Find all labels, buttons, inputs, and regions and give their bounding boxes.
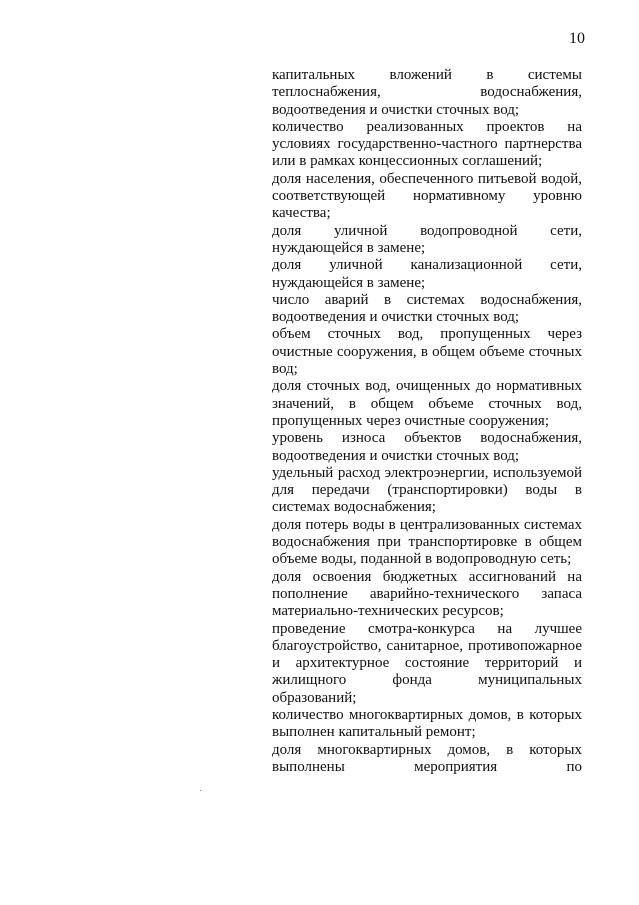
text-column: [272, 67, 582, 776]
paragraph-drinking-water-share: доля населения, обеспеченного питьевой водой, соответствующей нормативному уровню качества;: [272, 170, 582, 222]
paragraph-wastewater-volume: объем сточных вод, пропущенных через очистные сооружения, в общем объеме сточных вод;: [272, 326, 582, 378]
paragraph-competition: проведение смотра-конкурса на лучшее благоустройство, санитарное, противопожарное и архитектурное состояние территорий и жилищного фонда муниципальных образований;: [272, 620, 582, 706]
paragraph-wear-level: уровень износа объектов водоснабжения, водоотведения и очистки сточных вод;: [272, 430, 582, 464]
paragraph-sewer-network-replacement: доля уличной канализационной сети, нуждающейся в замене;: [272, 257, 582, 291]
paragraph-water-losses: доля потерь воды в централизованных системах водоснабжения при транспортировке в общем объеме воды, поданной в водопроводную сеть;: [272, 516, 582, 568]
paragraph-budget-allocation: доля освоения бюджетных ассигнований на пополнение аварийно-технического запаса материально-технических ресурсов;: [272, 568, 582, 620]
paragraph-accidents-count: число аварий в системах водоснабжения, водоотведения и очистки сточных вод;: [272, 291, 582, 326]
scan-speck: [200, 790, 201, 791]
paragraph-apartment-repair: количество многоквартирных домов, в которых выполнен капитальный ремонт;: [272, 706, 582, 741]
paragraph-electricity-consumption: удельный расход электроэнергии, используемой для передачи (транспортировки) воды в системах водоснабжения;: [272, 464, 582, 516]
paragraph-water-network-replacement: доля уличной водопроводной сети, нуждающейся в замене;: [272, 222, 582, 256]
page-number: 10: [569, 30, 585, 47]
paragraph-apartment-measures: доля многоквартирных домов, в которых выполнены мероприятия по: [272, 741, 582, 775]
paragraph-ppp-projects: количество реализованных проектов на условиях государственно-частного партнерства или в рамках концессионных соглашений;: [272, 118, 582, 170]
paragraph-capital-investments: капитальных вложений в системы теплоснабжения, водоснабжения, водоотведения и очистки сточных вод;: [272, 67, 582, 118]
paragraph-wastewater-treated-share: доля сточных вод, очищенных до нормативных значений, в общем объеме сточных вод, пропущенных через очистные сооружения;: [272, 378, 582, 429]
